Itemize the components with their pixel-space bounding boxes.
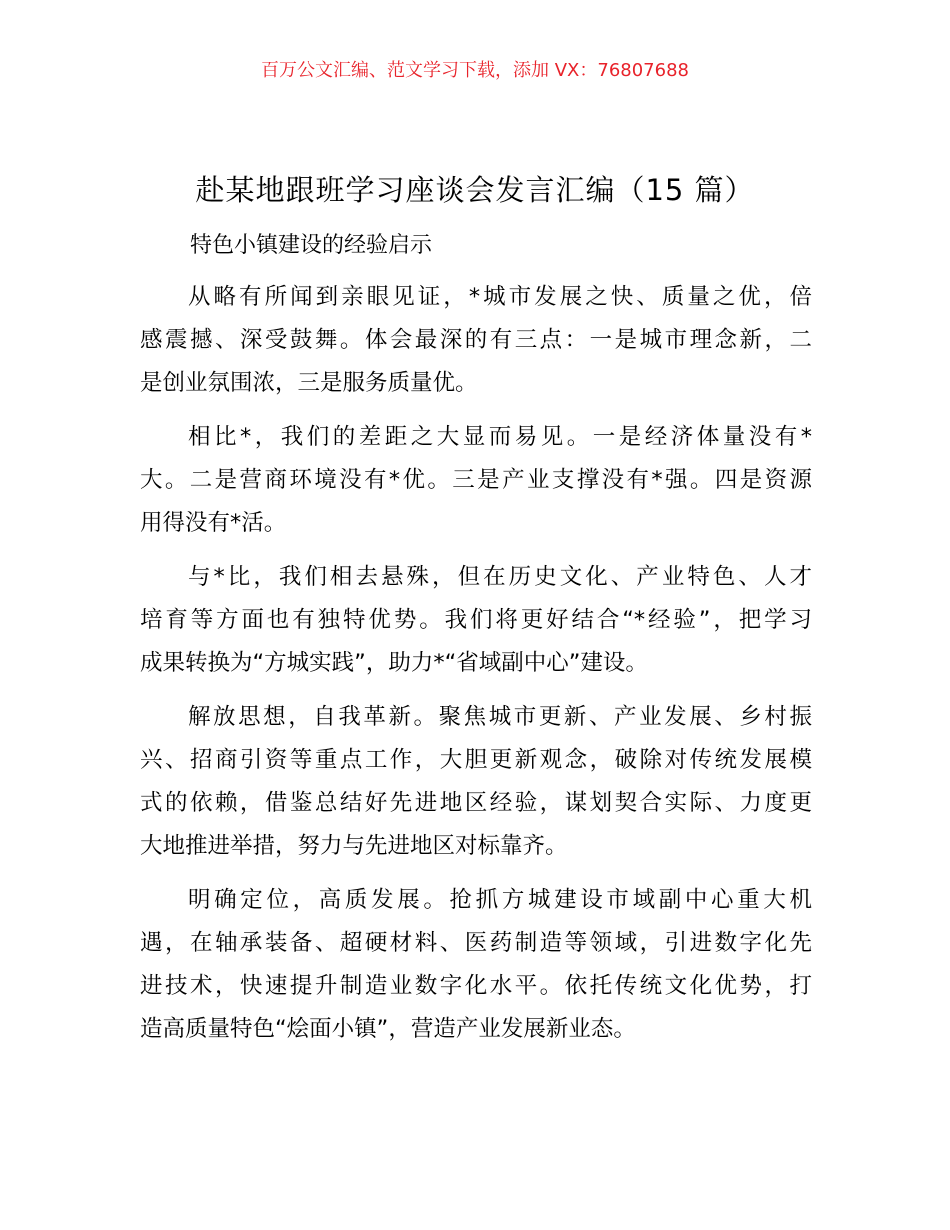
paragraph-line: 遇，在轴承装备、超硬材料、医药制造等领域，引进数字化先 xyxy=(140,930,812,956)
paragraph-line: 培育等方面也有独特优势。我们将更好结合“*经验”，把学习 xyxy=(140,607,812,633)
document-title: 赴某地跟班学习座谈会发言汇编（15 篇） xyxy=(195,173,755,207)
paragraph-line: 用得没有*活。 xyxy=(140,510,287,536)
paragraph-line: 式的依赖，借鉴总结好先进地区经验，谋划契合实际、力度更 xyxy=(140,790,812,816)
paragraph-line: 是创业氛围浓，三是服务质量优。 xyxy=(140,370,478,396)
section-subtitle: 特色小镇建设的经验启示 xyxy=(190,233,433,258)
paragraph-line: 与*比，我们相去悬殊，但在历史文化、产业特色、人才 xyxy=(188,564,812,590)
paragraph xyxy=(140,879,812,1051)
paragraph-line: 从略有所闻到亲眼见证，*城市发展之快、质量之优，倍 xyxy=(188,284,812,310)
paragraph-line: 成果转换为“方城实践”，助力*“省域副中心”建设。 xyxy=(140,650,648,676)
paragraph xyxy=(140,696,812,868)
paragraph-line: 大。二是营商环境没有*优。三是产业支撑没有*强。四是资源 xyxy=(140,467,812,493)
paragraph xyxy=(140,416,812,545)
paragraph-line: 感震撼、深受鼓舞。体会最深的有三点：一是城市理念新，二 xyxy=(140,327,812,353)
paragraph-line: 造高质量特色“烩面小镇”，营造产业发展新业态。 xyxy=(140,1016,636,1042)
paragraph-line: 相比*，我们的差距之大显而易见。一是经济体量没有* xyxy=(188,424,812,450)
paragraph-line: 大地推进举措，努力与先进地区对标靠齐。 xyxy=(140,833,568,859)
paragraph xyxy=(140,276,812,405)
watermark-banner: 百万公文汇编、范文学习下载，添加 VX：76807688 xyxy=(261,60,689,81)
paragraph-line: 兴、招商引资等重点工作，大胆更新观念，破除对传统发展模 xyxy=(140,747,812,773)
paragraph-line: 解放思想，自我革新。聚焦城市更新、产业发展、乡村振 xyxy=(188,704,812,730)
paragraph xyxy=(140,556,812,685)
paragraph-line: 明确定位，高质发展。抢抓方城建设市域副中心重大机 xyxy=(188,887,812,913)
paragraph-line: 进技术，快速提升制造业数字化水平。依托传统文化优势，打 xyxy=(140,973,812,999)
document-body xyxy=(140,276,812,1062)
